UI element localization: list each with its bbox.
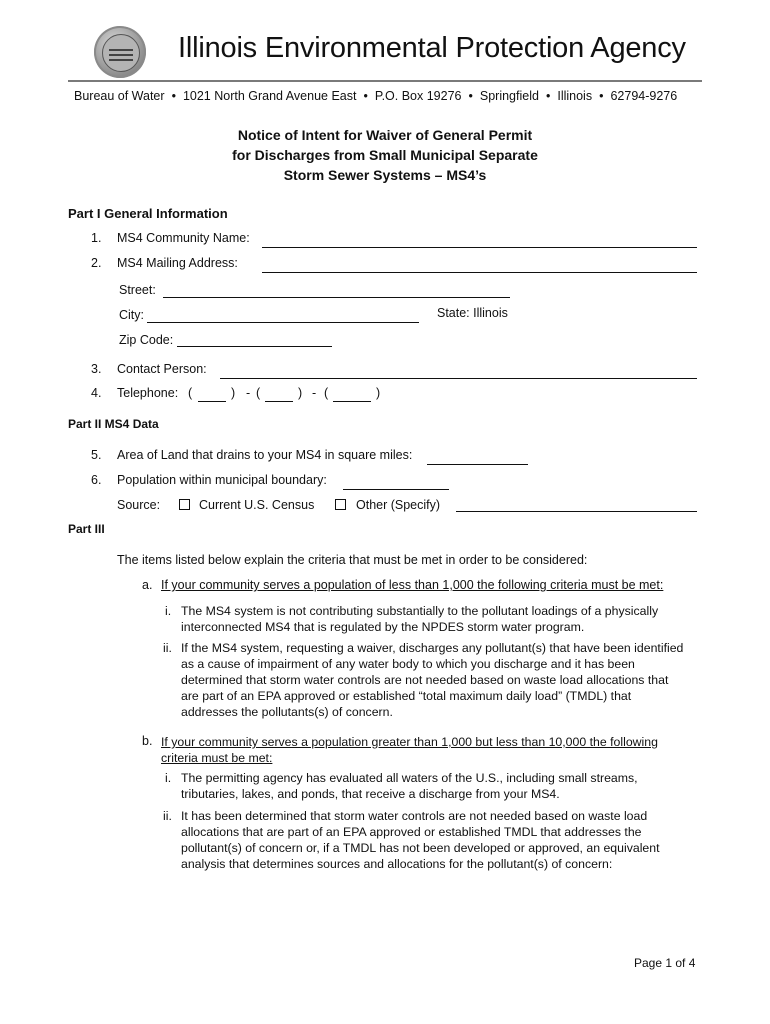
address-city: Springfield <box>479 89 539 103</box>
other-source-checkbox[interactable] <box>335 499 346 510</box>
city-label: City: <box>119 308 144 322</box>
criteria-b-i-text <box>181 770 638 802</box>
phone-paren-open: ( <box>256 386 261 400</box>
area-field[interactable] <box>427 464 528 465</box>
source-label: Source: <box>117 498 161 512</box>
population-field[interactable] <box>343 489 449 490</box>
criteria-a-ii-text <box>181 640 683 720</box>
item1-number: 1. <box>91 231 102 245</box>
street-label: Street: <box>119 283 156 297</box>
criteria-a-i-marker: i. <box>165 604 172 618</box>
telephone-label: Telephone: <box>117 386 179 400</box>
phone-line-number-field[interactable] <box>333 401 371 402</box>
criteria-b-ii-text <box>181 808 660 872</box>
criteria-b-ii-line-1: It has been determined that storm water controls are not needed based on waste load <box>181 809 648 823</box>
population-label: Population within municipal boundary: <box>117 473 327 487</box>
address-zip: 62794-9276 <box>610 89 678 103</box>
criteria-a-heading: If your community serves a population of less than 1,000 the following criteria must be met: <box>161 578 664 592</box>
zip-field[interactable] <box>177 346 332 347</box>
agency-address <box>74 89 677 103</box>
address-separator: • <box>599 89 604 103</box>
other-source-label: Other (Specify) <box>356 498 441 512</box>
census-checkbox[interactable] <box>179 499 190 510</box>
part3-intro: The items listed below explain the criteria that must be met in order to be considered: <box>117 553 588 567</box>
item4-number: 4. <box>91 386 102 400</box>
contact-person-label: Contact Person: <box>117 362 207 376</box>
criteria-a-ii-line-5: addresses the pollutants(s) of concern. <box>181 705 393 719</box>
page-number: Page 1 of 4 <box>634 956 696 970</box>
address-state: Illinois <box>557 89 593 103</box>
criteria-b-ii-line-3: pollutant(s) of concern or, if a TMDL has not been developed or approved, an equivalent <box>181 841 660 855</box>
address-bureau: Bureau of Water <box>74 89 165 103</box>
criteria-a-ii-line-1: If the MS4 system, requesting a waiver, discharges any pollutant(s) that have been identified <box>181 641 684 655</box>
phone-area-code-field[interactable] <box>198 401 226 402</box>
area-label: Area of Land that drains to your MS4 in square miles: <box>117 448 413 462</box>
contact-person-field[interactable] <box>220 378 697 379</box>
criteria-b-ii-line-4: analysis that determines sources and allocations for the pollutant(s) of concern: <box>181 857 613 871</box>
document-title <box>160 125 610 185</box>
city-field[interactable] <box>147 322 419 323</box>
agency-name: Illinois Environmental Protection Agency <box>178 32 686 64</box>
title-line-3: Storm Sewer Systems – MS4’s <box>283 167 487 183</box>
part2-heading: Part II MS4 Data <box>68 417 159 431</box>
phone-dash: - <box>246 386 251 400</box>
census-option-label: Current U.S. Census <box>199 498 315 512</box>
criteria-b-heading-line-2: criteria must be met: <box>161 751 273 765</box>
illinois-epa-seal-icon <box>94 26 146 78</box>
phone-paren-open: ( <box>324 386 329 400</box>
criteria-b-i-marker: i. <box>165 771 172 785</box>
address-separator: • <box>545 89 551 103</box>
address-separator: • <box>171 89 176 103</box>
criteria-b-marker: b. <box>142 734 153 748</box>
phone-paren-close: ) <box>231 386 236 400</box>
phone-paren-close: ) <box>376 386 381 400</box>
address-street: 1021 North Grand Avenue East <box>182 89 357 103</box>
criteria-b-ii-line-2: allocations that are part of an EPA approved or established TMDL that addresses the <box>181 825 642 839</box>
item2-number: 2. <box>91 256 102 270</box>
address-separator: • <box>363 89 368 103</box>
street-field[interactable] <box>163 297 510 298</box>
zip-label: Zip Code: <box>119 333 174 347</box>
phone-paren-close: ) <box>298 386 303 400</box>
part3-heading: Part III <box>68 522 105 536</box>
phone-dash: - <box>312 386 317 400</box>
community-name-field[interactable] <box>262 247 697 248</box>
address-separator: • <box>468 89 473 103</box>
criteria-a-i-line-1: The MS4 system is not contributing substantially to the pollutant loadings of a physically <box>181 604 659 618</box>
criteria-b-heading-line-1: If your community serves a population greater than 1,000 but less than 10,000 the following <box>161 735 658 749</box>
item6-number: 6. <box>91 473 102 487</box>
header-rule <box>68 80 702 82</box>
criteria-a-ii-line-2: as a cause of impairment of any water body to which you discharge and it has been <box>181 657 635 671</box>
criteria-a-ii-line-3: determined that storm water controls are not needed based on waste load allocations that <box>181 673 669 687</box>
other-source-specify-field[interactable] <box>456 511 697 512</box>
criteria-b-i-line-2: tributaries, lakes, and ponds, that receive a discharge from your MS4. <box>181 787 560 801</box>
criteria-a-i-text <box>181 603 658 635</box>
phone-prefix-field[interactable] <box>265 401 293 402</box>
seal-emblem <box>102 34 140 72</box>
criteria-a-ii-line-4: are part of an EPA approved or established “total maximum daily load” (TMDL) that <box>181 689 632 703</box>
criteria-a-i-line-2: interconnected MS4 that is regulated by the NPDES storm water program. <box>181 620 585 634</box>
item3-number: 3. <box>91 362 102 376</box>
criteria-b-heading <box>161 734 658 766</box>
criteria-a-ii-marker: ii. <box>163 641 172 655</box>
address-po-box: P.O. Box 19276 <box>374 89 462 103</box>
state-value: State: Illinois <box>437 306 508 320</box>
title-line-1: Notice of Intent for Waiver of General Permit <box>237 127 533 143</box>
mailing-address-label: MS4 Mailing Address: <box>117 256 238 270</box>
phone-paren-open: ( <box>188 386 193 400</box>
mailing-address-field[interactable] <box>262 272 697 273</box>
criteria-b-ii-marker: ii. <box>163 809 172 823</box>
criteria-b-i-line-1: The permitting agency has evaluated all waters of the U.S., including small streams, <box>181 771 638 785</box>
title-line-2: for Discharges from Small Municipal Separate <box>232 147 538 163</box>
community-name-label: MS4 Community Name: <box>117 231 250 245</box>
criteria-a-marker: a. <box>142 578 153 592</box>
part1-heading: Part I General Information <box>68 206 228 221</box>
item5-number: 5. <box>91 448 102 462</box>
